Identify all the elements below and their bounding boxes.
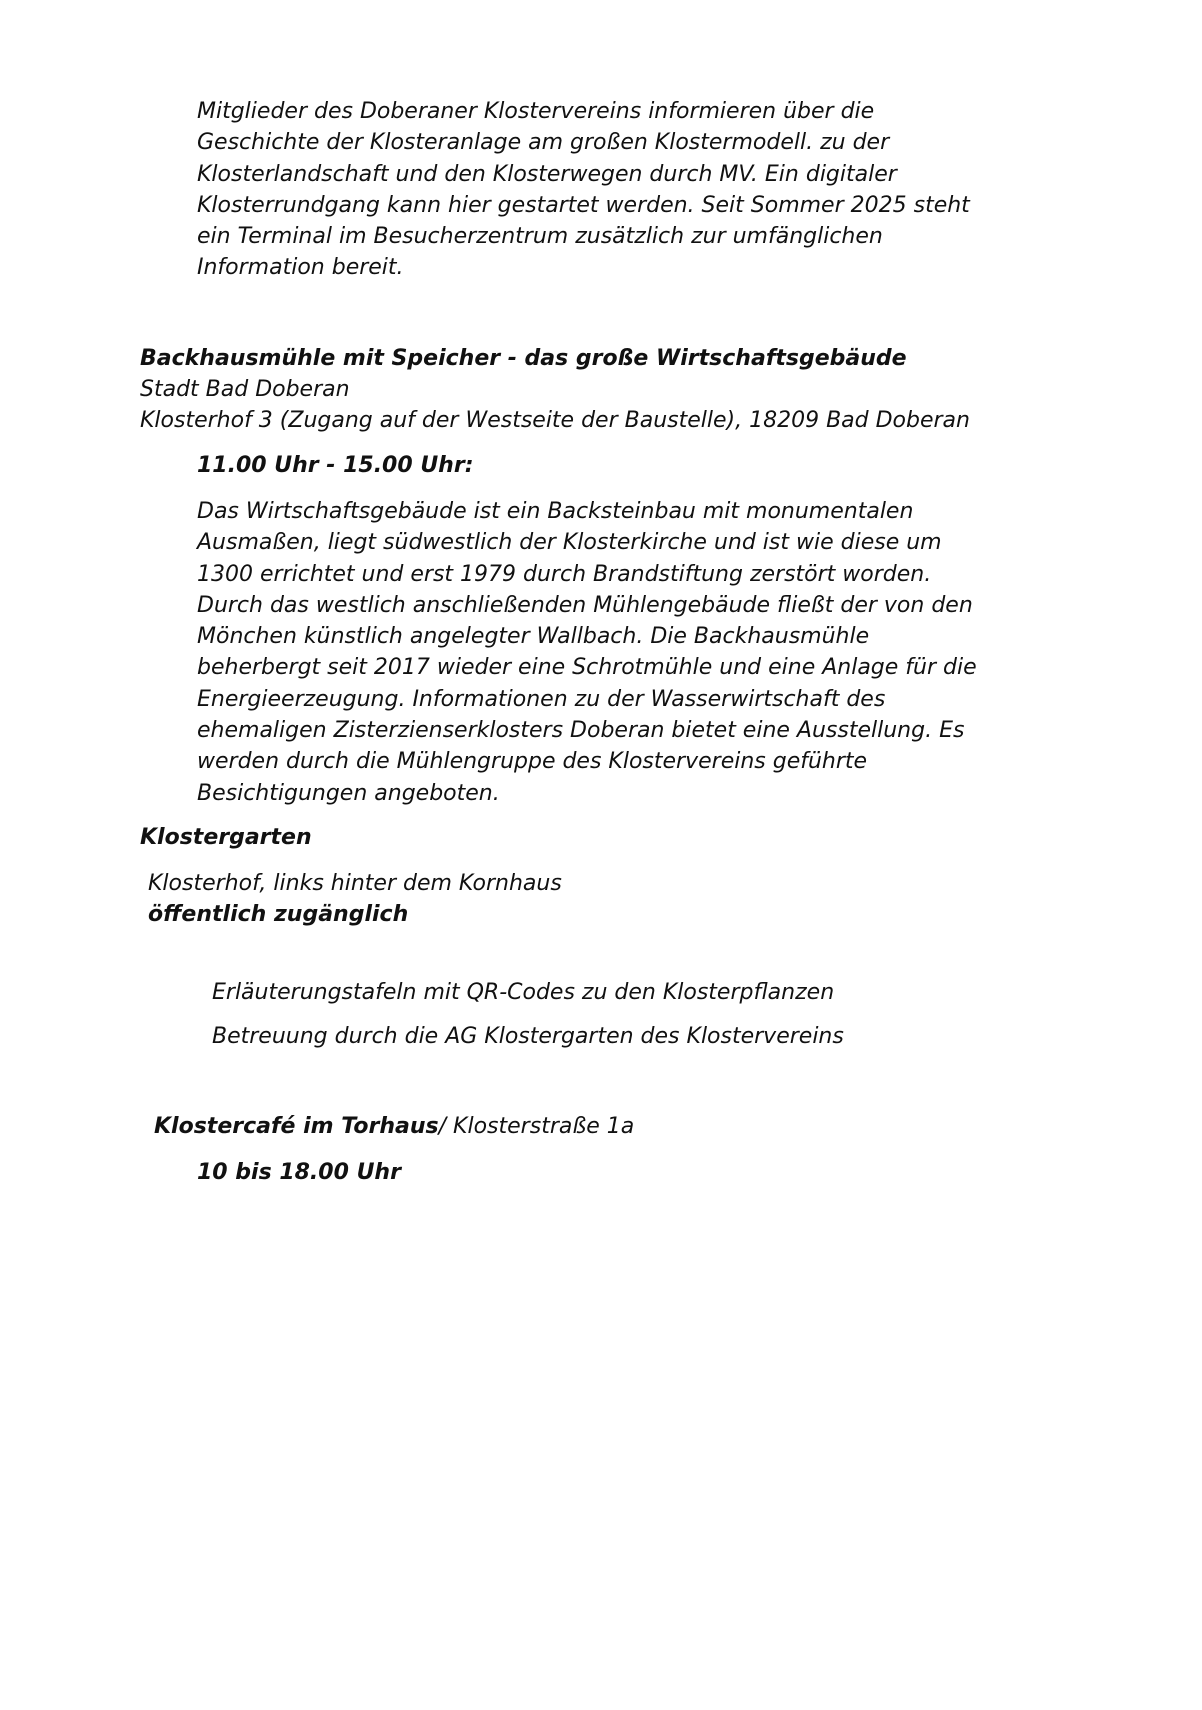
intro-paragraph: [197, 96, 970, 284]
backhaus-line: ehemaligen Zisterzienserklosters Doberan bietet eine Ausstellung. Es: [197, 718, 965, 744]
backhaus-line: Das Wirtschaftsgebäude ist ein Backsteinbau mit monumentalen: [197, 499, 914, 524]
intro-line: Klosterrundgang kann hier gestartet werden. Seit Sommer 2025 steht: [197, 192, 970, 218]
backhaus-line: Energieerzeugung. Informationen zu der Wasserwirtschaft des: [197, 686, 886, 712]
garten-item-betreuung: Betreuung durch die AG Klostergarten des Klostervereins: [212, 1024, 844, 1049]
cafe-heading: [154, 1111, 634, 1142]
intro-line: ein Terminal im Besucherzentrum zusätzlich zur umfänglichen: [197, 224, 883, 250]
garten-item-qr-codes: Erläuterungstafeln mit QR-Codes zu den Klosterpflanzen: [212, 980, 835, 1005]
backhaus-line: Mönchen künstlich angelegter Wallbach. Die Backhausmühle: [197, 624, 870, 650]
backhaus-line: Durch das westlich anschließenden Mühlengebäude fließt der von den: [197, 592, 973, 618]
backhaus-line: Ausmaßen, liegt südwestlich der Klosterkirche und ist wie diese um: [197, 530, 942, 556]
backhaus-title: Backhausmühle mit Speicher - das große Wirtschaftsgebäude: [140, 346, 907, 371]
backhaus-address: Klosterhof 3 (Zugang auf der Westseite der Baustelle), 18209 Bad Doberan: [140, 408, 970, 433]
intro-line: Klosterlandschaft und den Klosterwegen durch MV. Ein digitaler: [197, 161, 897, 187]
cafe-title: Klostercafé im Torhaus: [154, 1114, 439, 1139]
intro-line: Mitglieder des Doberaner Klostervereins informieren über die: [197, 99, 875, 124]
garten-location: Klosterhof, links hinter dem Kornhaus: [148, 871, 562, 896]
backhaus-line: beherbergt seit 2017 wieder eine Schrotmühle und eine Anlage für die: [197, 655, 977, 681]
garten-title: Klostergarten: [140, 825, 312, 850]
intro-line: Information bereit.: [197, 255, 404, 281]
backhaus-description: [197, 496, 977, 809]
garten-access: öffentlich zugänglich: [148, 902, 409, 927]
backhaus-line: Besichtigungen angeboten.: [197, 780, 500, 806]
backhaus-hours: 11.00 Uhr - 15.00 Uhr:: [197, 453, 474, 478]
backhaus-line: werden durch die Mühlengruppe des Klostervereins geführte: [197, 749, 868, 775]
backhaus-owner: Stadt Bad Doberan: [140, 377, 350, 402]
cafe-address: / Klosterstraße 1a: [438, 1114, 635, 1139]
intro-line: Geschichte der Klosteranlage am großen Klostermodell. zu der: [197, 130, 890, 156]
cafe-hours: 10 bis 18.00 Uhr: [197, 1160, 401, 1185]
backhaus-line: 1300 errichtet und erst 1979 durch Brandstiftung zerstört worden.: [197, 561, 932, 587]
